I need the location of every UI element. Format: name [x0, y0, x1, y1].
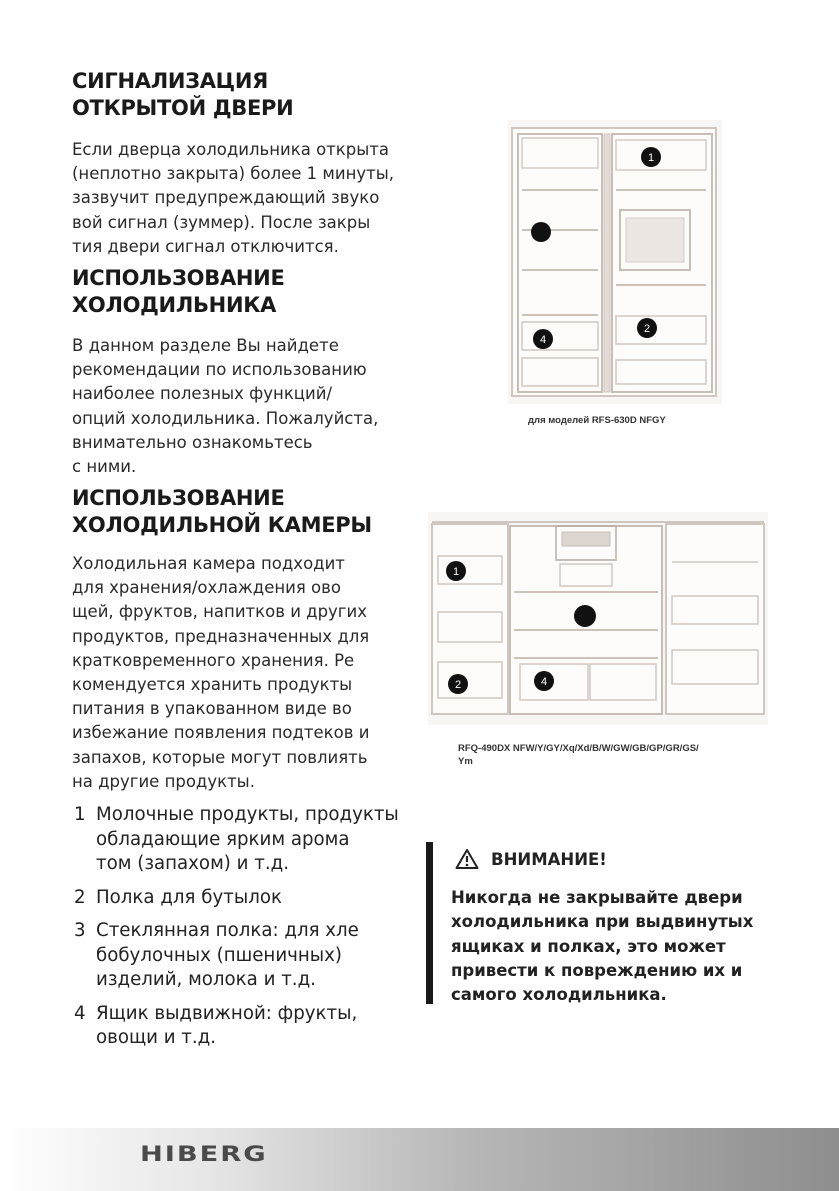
- item-line: обладающие ярким арома: [96, 828, 350, 850]
- section-title-fridge-chamber: [72, 485, 372, 539]
- marker-1: [446, 561, 466, 581]
- svg-text:2: 2: [454, 679, 462, 691]
- item-number: 1: [74, 804, 86, 825]
- text-line: В данном разделе Вы найдете: [72, 336, 339, 355]
- marker-2: [448, 674, 468, 694]
- item-line: бобулочных (пшеничных): [96, 944, 343, 966]
- text-line: внимательно ознакомьтесь: [72, 432, 313, 452]
- text-line: (неплотно закрыта) более 1 минуты,: [72, 164, 395, 184]
- title-line: ХОЛОДИЛЬНОЙ КАМЕРЫ: [72, 513, 372, 537]
- usage-paragraph: [72, 334, 378, 479]
- marker-4: [534, 671, 554, 691]
- fridge-chamber-paragraph: [72, 552, 369, 794]
- warning-title-text: ВНИМАНИЕ!: [491, 849, 607, 869]
- marker-1: [641, 147, 661, 167]
- svg-text:4: 4: [540, 676, 548, 688]
- figure2-caption: [458, 742, 738, 768]
- marker-4: [533, 329, 553, 349]
- warning-line: ящиках и полках, это может: [451, 936, 726, 956]
- text-line: Если дверца холодильника открыта: [72, 140, 389, 159]
- text-line: избежание появления подтеков и: [72, 723, 370, 743]
- title-line: ИСПОЛЬЗОВАНИЕ: [72, 266, 285, 290]
- text-line: для хранения/охлаждения ово: [72, 578, 341, 598]
- marker-3: [531, 222, 551, 242]
- title-line: СИГНАЛИЗАЦИЯ: [72, 69, 269, 93]
- item-line: Ящик выдвижной: фрукты,: [96, 1002, 358, 1024]
- text-line: щей, фруктов, напитков и других: [72, 602, 367, 622]
- warning-line: холодильника при выдвинутых: [451, 912, 754, 932]
- door-alarm-paragraph: [72, 138, 394, 259]
- text-line: продуктов, предназначенных для: [72, 626, 370, 646]
- text-line: кратковременного хранения. Ре: [72, 650, 355, 670]
- text-line: питания в упакованном виде во: [72, 699, 352, 719]
- title-line: ХОЛОДИЛЬНИКА: [72, 293, 277, 317]
- warning-line: Никогда не закрывайте двери: [451, 888, 743, 907]
- warning-text: [451, 886, 773, 1007]
- storage-list: [72, 803, 422, 1060]
- text-line: зазвучит предупреждающий звуко: [72, 188, 380, 208]
- text-line: запахов, которые могут повлиять: [72, 747, 368, 767]
- text-line: тия двери сигнал отключится.: [72, 236, 339, 256]
- list-item: [72, 886, 422, 911]
- text-line: Холодильная камера подходит: [72, 554, 345, 573]
- text-line: рекомендации по использованию: [72, 360, 367, 380]
- list-item: [72, 919, 422, 993]
- section-title-usage: [72, 265, 285, 319]
- list-item: [72, 1002, 422, 1051]
- item-number: 3: [74, 920, 86, 941]
- section-title-door-alarm: [72, 68, 293, 122]
- item-line: Полка для бутылок: [96, 886, 282, 908]
- text-line: опций холодильника. Пожалуйста,: [72, 408, 379, 428]
- text-line: вой сигнал (зуммер). После закры: [72, 212, 371, 232]
- svg-text:2: 2: [643, 323, 651, 335]
- item-line: том (запахом) и т.д.: [96, 853, 289, 874]
- item-line: изделий, молока и т.д.: [96, 969, 316, 990]
- brand-logo: HIBERG: [140, 1142, 268, 1166]
- warning-line: самого холодильника.: [451, 985, 667, 1005]
- caption-line: Ym: [458, 756, 473, 767]
- list-item: [72, 803, 422, 877]
- item-line: Молочные продукты, продукты: [96, 804, 399, 825]
- marker-3: [574, 605, 596, 627]
- title-line: ОТКРЫТОЙ ДВЕРИ: [72, 96, 294, 120]
- item-line: овощи и т.д.: [96, 1027, 217, 1048]
- item-number: 2: [74, 886, 86, 908]
- item-line: Стеклянная полка: для хле: [96, 920, 359, 941]
- text-line: на другие продукты.: [72, 771, 255, 791]
- fridge-diagram-rfs-630d: [508, 120, 722, 404]
- item-number: 4: [74, 1002, 86, 1024]
- title-line: ИСПОЛЬЗОВАНИЕ: [72, 486, 285, 510]
- svg-text:1: 1: [452, 566, 460, 578]
- warning-title: [455, 848, 607, 870]
- caption-line: RFQ-490DX NFW/Y/GY/Xq/Xd/B/W/GW/GB/GP/GR/GS/: [458, 743, 699, 754]
- text-line: наиболее полезных функций/: [72, 384, 333, 404]
- text-line: комендуется хранить продукты: [72, 675, 353, 695]
- warning-line: привести к повреждению их и: [451, 960, 743, 980]
- text-line: с ними.: [72, 457, 137, 477]
- svg-text:1: 1: [647, 152, 655, 164]
- svg-text:4: 4: [539, 334, 547, 346]
- marker-2: [637, 318, 657, 338]
- fridge-diagram-rfq-490dx: [428, 512, 768, 725]
- warning-box: [426, 842, 783, 1004]
- figure1-caption: для моделей RFS-630D NFGY: [528, 415, 666, 426]
- footer-bar: [0, 1128, 839, 1191]
- warning-triangle-icon: [455, 848, 479, 870]
